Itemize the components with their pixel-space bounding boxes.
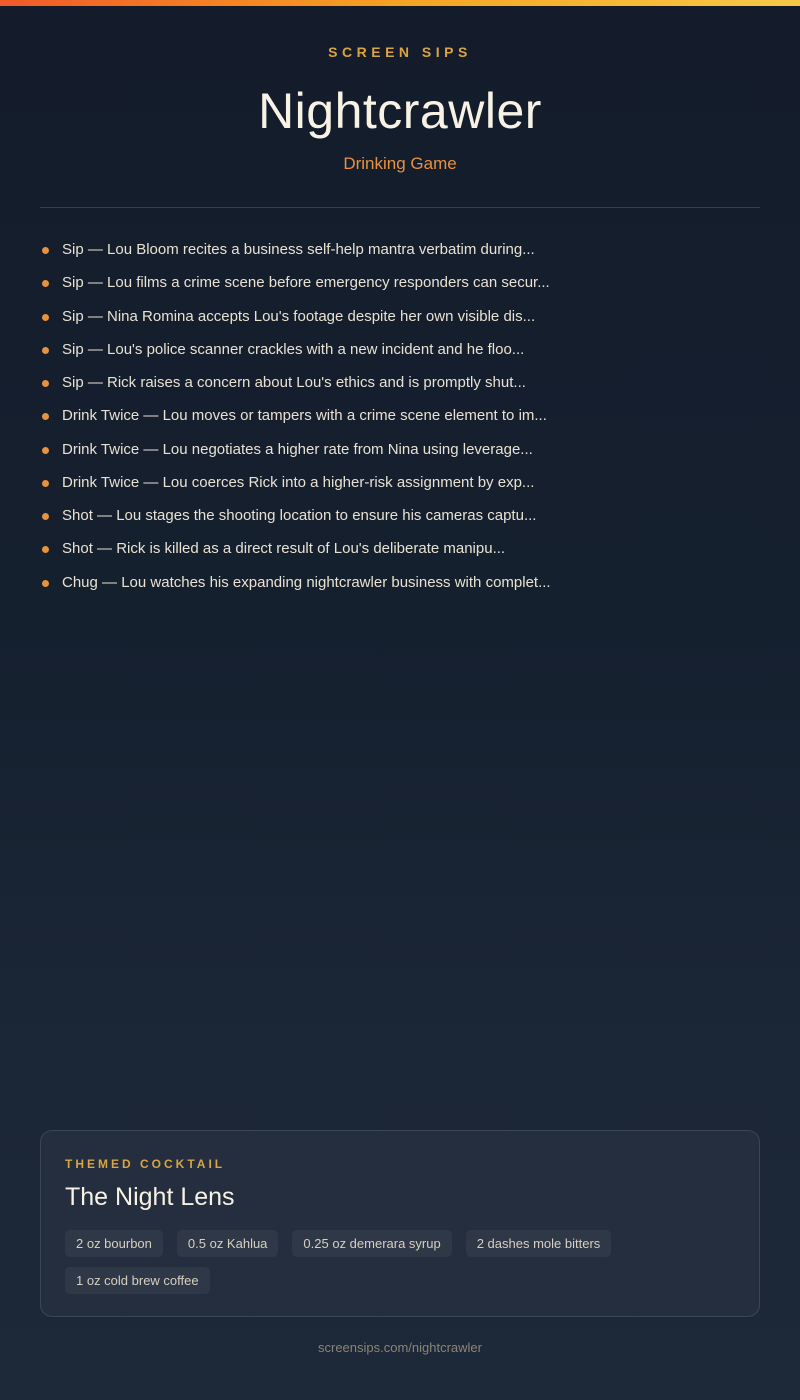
cocktail-name: The Night Lens: [65, 1183, 235, 1211]
bullet-icon: [42, 380, 49, 387]
bullet-icon: [42, 247, 49, 254]
bullet-icon: [42, 314, 49, 321]
list-item: [40, 301, 760, 334]
list-item: [40, 367, 760, 400]
ingredient-item: 0.25 oz demerara syrup: [292, 1230, 451, 1257]
list-item: [40, 500, 760, 533]
bullet-icon: [42, 413, 49, 420]
rule-text: Shot — Rick is killed as a direct result of Lou's deliberate manipu...: [62, 540, 506, 558]
bullet-icon: [42, 513, 49, 520]
rule-text: Sip — Lou's police scanner crackles with a new incident and he floo...: [62, 340, 525, 358]
rule-text: Chug — Lou watches his expanding nightcrawler business with complet...: [62, 573, 551, 591]
header-divider: [40, 207, 760, 208]
cocktail-section-label: THEMED COCKTAIL: [65, 1157, 226, 1171]
list-item: [40, 334, 760, 367]
rule-text: Sip — Nina Romina accepts Lou's footage despite her own visible dis...: [62, 307, 536, 325]
rule-text: Sip — Rick raises a concern about Lou's ethics and is promptly shut...: [62, 374, 526, 391]
bullet-icon: [42, 447, 49, 454]
brand-label: SCREEN SIPS: [328, 44, 472, 60]
list-item: [40, 467, 760, 500]
ingredient-item: 2 oz bourbon: [65, 1230, 163, 1257]
rules-list: [40, 234, 760, 600]
page-header: [0, 0, 800, 174]
list-item: [40, 434, 760, 467]
ingredient-item: 2 dashes mole bitters: [466, 1230, 612, 1257]
list-item: [40, 533, 760, 566]
page-title: Nightcrawler: [258, 83, 542, 139]
list-item: [40, 400, 760, 433]
themed-cocktail-card: [40, 1130, 760, 1317]
rule-text: Sip — Lou films a crime scene before emergency responders can secur...: [62, 274, 550, 292]
footer-url: screensips.com/nightcrawler: [317, 1340, 482, 1355]
bullet-icon: [42, 480, 49, 487]
list-item: [40, 234, 760, 267]
list-item: [40, 267, 760, 300]
bullet-icon: [42, 580, 49, 587]
rule-text: Shot — Lou stages the shooting location to ensure his cameras captu...: [62, 507, 537, 524]
rule-text: Drink Twice — Lou negotiates a higher rate from Nina using leverage...: [62, 440, 533, 458]
rule-text: Sip — Lou Bloom recites a business self-help mantra verbatim during...: [62, 241, 535, 258]
ingredient-item: 0.5 oz Kahlua: [177, 1230, 279, 1257]
rule-text: Drink Twice — Lou coerces Rick into a higher-risk assignment by exp...: [62, 473, 535, 491]
bullet-icon: [42, 280, 49, 287]
rule-text: Drink Twice — Lou moves or tampers with a crime scene element to im...: [62, 407, 547, 425]
top-accent-bar: [0, 0, 800, 6]
ingredient-item: 1 oz cold brew coffee: [65, 1267, 210, 1294]
bullet-icon: [42, 546, 49, 553]
ingredient-list: [65, 1230, 735, 1294]
list-item: [40, 567, 760, 600]
page-subtitle: Drinking Game: [343, 154, 457, 173]
bullet-icon: [42, 347, 49, 354]
